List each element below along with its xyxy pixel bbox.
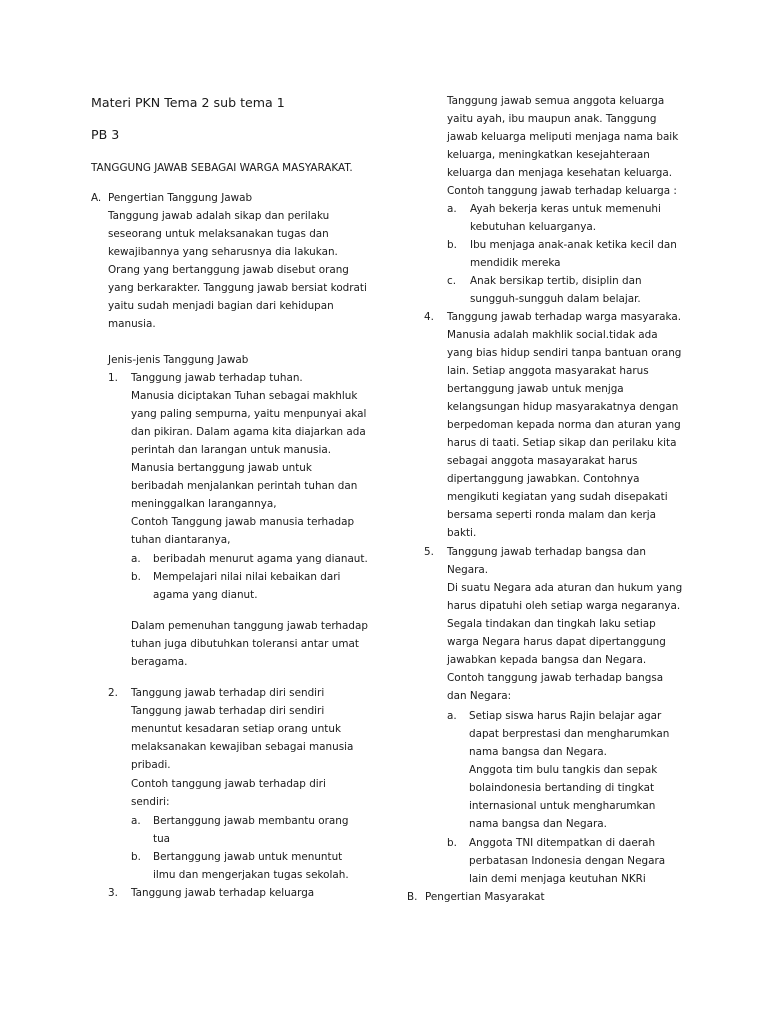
item-4-line: bersama seperti ronda malam dan kerja (447, 509, 656, 521)
item-1-line: Contoh Tanggung jawab manusia terhadap (131, 516, 355, 528)
item-2-title: Tanggung jawab terhadap diri sendiri (131, 687, 325, 699)
item-1-b-label: b. (131, 571, 141, 583)
item-3-a-text: kebutuhan keluarganya. (470, 221, 597, 233)
item-5-number: 5. (424, 546, 434, 558)
item-3-a-label: a. (447, 203, 457, 215)
section-a-line: Orang yang bertanggung jawab disebut orang (108, 264, 349, 276)
item-5-b-text: Anggota TNI ditempatkan di daerah (469, 837, 656, 849)
item-5-line: dan Negara: (447, 690, 512, 702)
section-a-line: Tanggung jawab adalah sikap dan perilaku (108, 210, 330, 222)
item-5-a-text: bolaindonesia bertanding di tingkat (469, 782, 655, 794)
item-5-a-label: a. (447, 710, 457, 722)
item-1-line: perintah dan larangan untuk manusia. (131, 444, 332, 456)
item-5-a-text: Anggota tim bulu tangkis dan sepak (469, 764, 658, 776)
item-4-number: 4. (424, 311, 434, 323)
item-4-line: bertanggung jawab untuk menjga (447, 383, 624, 395)
item-4-line: kelangsungan hidup masyarakatnya dengan (447, 401, 679, 413)
item-3-number: 3. (108, 887, 118, 899)
item-5-a-text: Setiap siswa harus Rajin belajar agar (469, 710, 662, 722)
section-b-label: B. (407, 891, 418, 903)
item-4-line: harus di taati. Setiap sikap dan perilaku kita (447, 437, 677, 449)
item-2-line: melaksanakan kewajiban sebagai manusia (131, 741, 354, 753)
item-2-a-text: Bertanggung jawab membantu orang (153, 815, 349, 827)
item-3-line: jawab keluarga meliputi menjaga nama baik (447, 131, 679, 143)
item-2-line: Contoh tanggung jawab terhadap diri (131, 778, 326, 790)
item-1-title: Tanggung jawab terhadap tuhan. (131, 372, 303, 384)
section-a-label: A. (91, 192, 102, 204)
item-3-a-text: Ayah bekerja keras untuk memenuhi (470, 203, 661, 215)
item-5-a-text: dapat berprestasi dan mengharumkan (469, 728, 670, 740)
item-2-line: sendiri: (131, 796, 170, 808)
item-3-c-text: sungguh-sungguh dalam belajar. (470, 293, 641, 305)
item-2-number: 2. (108, 687, 118, 699)
item-1-number: 1. (108, 372, 118, 384)
item-3-line: yaitu ayah, ibu maupun anak. Tanggung (447, 113, 657, 125)
item-1-line: tuhan diantaranya, (131, 534, 231, 546)
item-5-a-text: nama bangsa dan Negara. (469, 818, 607, 830)
item-1-note: tuhan juga dibutuhkan toleransi antar umat (131, 638, 359, 650)
item-5-line: Contoh tanggung jawab terhadap bangsa (447, 672, 664, 684)
item-4-line: yang bias hidup sendiri tanpa bantuan orang (447, 347, 682, 359)
item-5-b-text: lain demi menjaga keutuhan NKRi (469, 873, 646, 885)
item-1-note: beragama. (131, 656, 188, 668)
item-4-line: mengikuti kegiatan yang sudah disepakati (447, 491, 668, 503)
item-5-line: Di suatu Negara ada aturan dan hukum yang (447, 582, 683, 594)
item-2-b-text: ilmu dan mengerjakan tugas sekolah. (153, 869, 349, 881)
jenis-title: Jenis-jenis Tanggung Jawab (108, 354, 249, 366)
item-4-line: bakti. (447, 527, 477, 539)
item-2-a-label: a. (131, 815, 141, 827)
item-3-c-label: c. (447, 275, 457, 287)
item-5-title: Tanggung jawab terhadap bangsa dan (447, 546, 647, 558)
item-3-title: Tanggung jawab terhadap keluarga (131, 887, 315, 899)
item-5-line: Segala tindakan dan tingkah laku setiap (447, 618, 656, 630)
item-5-line: warga Negara harus dapat dipertanggung (447, 636, 666, 648)
item-3-b-text: Ibu menjaga anak-anak ketika kecil dan (470, 239, 677, 251)
item-5-a-text: internasional untuk mengharumkan (469, 800, 656, 812)
item-2-line: menuntut kesadaran setiap orang untuk (131, 723, 341, 735)
item-4-line: dipertanggung jawabkan. Contohnya (447, 473, 640, 485)
section-a-line: yang berkarakter. Tanggung jawab bersiat kodrati (108, 282, 367, 294)
section-b-title: Pengertian Masyarakat (425, 891, 545, 903)
item-4-title: Tanggung jawab terhadap warga masyaraka. (447, 311, 682, 323)
item-5-b-label: b. (447, 837, 457, 849)
item-4-line: sebagai anggota masayarakat harus (447, 455, 638, 467)
main-heading: TANGGUNG JAWAB SEBAGAI WARGA MASYARAKAT. (91, 162, 353, 174)
item-2-line: Tanggung jawab terhadap diri sendiri (131, 705, 325, 717)
item-3-line: keluarga, meningkatkan kesejahteraan (447, 149, 650, 161)
item-1-line: Manusia diciptakan Tuhan sebagai makhluk (131, 390, 358, 402)
item-1-a-label: a. (131, 553, 141, 565)
item-4-line: lain. Setiap anggota masyarakat harus (447, 365, 649, 377)
item-2-a-text: tua (153, 833, 171, 845)
item-3-line: Contoh tanggung jawab terhadap keluarga : (447, 185, 677, 197)
item-4-line: Manusia adalah makhlik social.tidak ada (447, 329, 658, 341)
item-5-line: jawabkan kepada bangsa dan Negara. (447, 654, 647, 666)
item-1-b-text: Mempelajari nilai nilai kebaikan dari (153, 571, 341, 583)
item-3-line: Tanggung jawab semua anggota keluarga (447, 95, 665, 107)
section-a-line: yaitu sudah menjadi bagian dari kehidupan (108, 300, 334, 312)
item-4-line: berpedoman kepada norma dan aturan yang (447, 419, 681, 431)
section-a-line: seseorang untuk melaksanakan tugas dan (108, 228, 329, 240)
item-5-title: Negara. (447, 564, 489, 576)
item-1-line: Manusia bertanggung jawab untuk (131, 462, 312, 474)
item-3-c-text: Anak bersikap tertib, disiplin dan (470, 275, 642, 287)
pb-label: PB 3 (91, 127, 120, 142)
section-a-title: Pengertian Tanggung Jawab (108, 192, 253, 204)
item-2-b-label: b. (131, 851, 141, 863)
item-3-b-label: b. (447, 239, 457, 251)
item-2-line: pribadi. (131, 759, 171, 771)
item-5-b-text: perbatasan Indonesia dengan Negara (469, 855, 666, 867)
item-1-line: beribadah menjalankan perintah tuhan dan (131, 480, 358, 492)
section-a-line: kewajibannya yang seharusnya dia lakukan. (108, 246, 338, 258)
item-1-note: Dalam pemenuhan tanggung jawab terhadap (131, 620, 368, 632)
item-1-line: dan pikiran. Dalam agama kita diajarkan ada (131, 426, 366, 438)
item-1-b-text: agama yang dianut. (153, 589, 258, 601)
document-title: Materi PKN Tema 2 sub tema 1 (91, 95, 285, 110)
item-3-b-text: mendidik mereka (470, 257, 561, 269)
item-1-line: meninggalkan larangannya, (131, 498, 277, 510)
item-5-line: harus dipatuhi oleh setiap warga negaranya. (447, 600, 681, 612)
item-1-line: yang paling sempurna, yaitu menpunyai akal (131, 408, 367, 420)
section-a-line: manusia. (108, 318, 156, 330)
item-2-b-text: Bertanggung jawab untuk menuntut (153, 851, 343, 863)
item-1-a-text: beribadah menurut agama yang dianaut. (153, 553, 368, 565)
item-3-line: keluarga dan menjaga kesehatan keluarga. (447, 167, 673, 179)
item-5-a-text: nama bangsa dan Negara. (469, 746, 607, 758)
